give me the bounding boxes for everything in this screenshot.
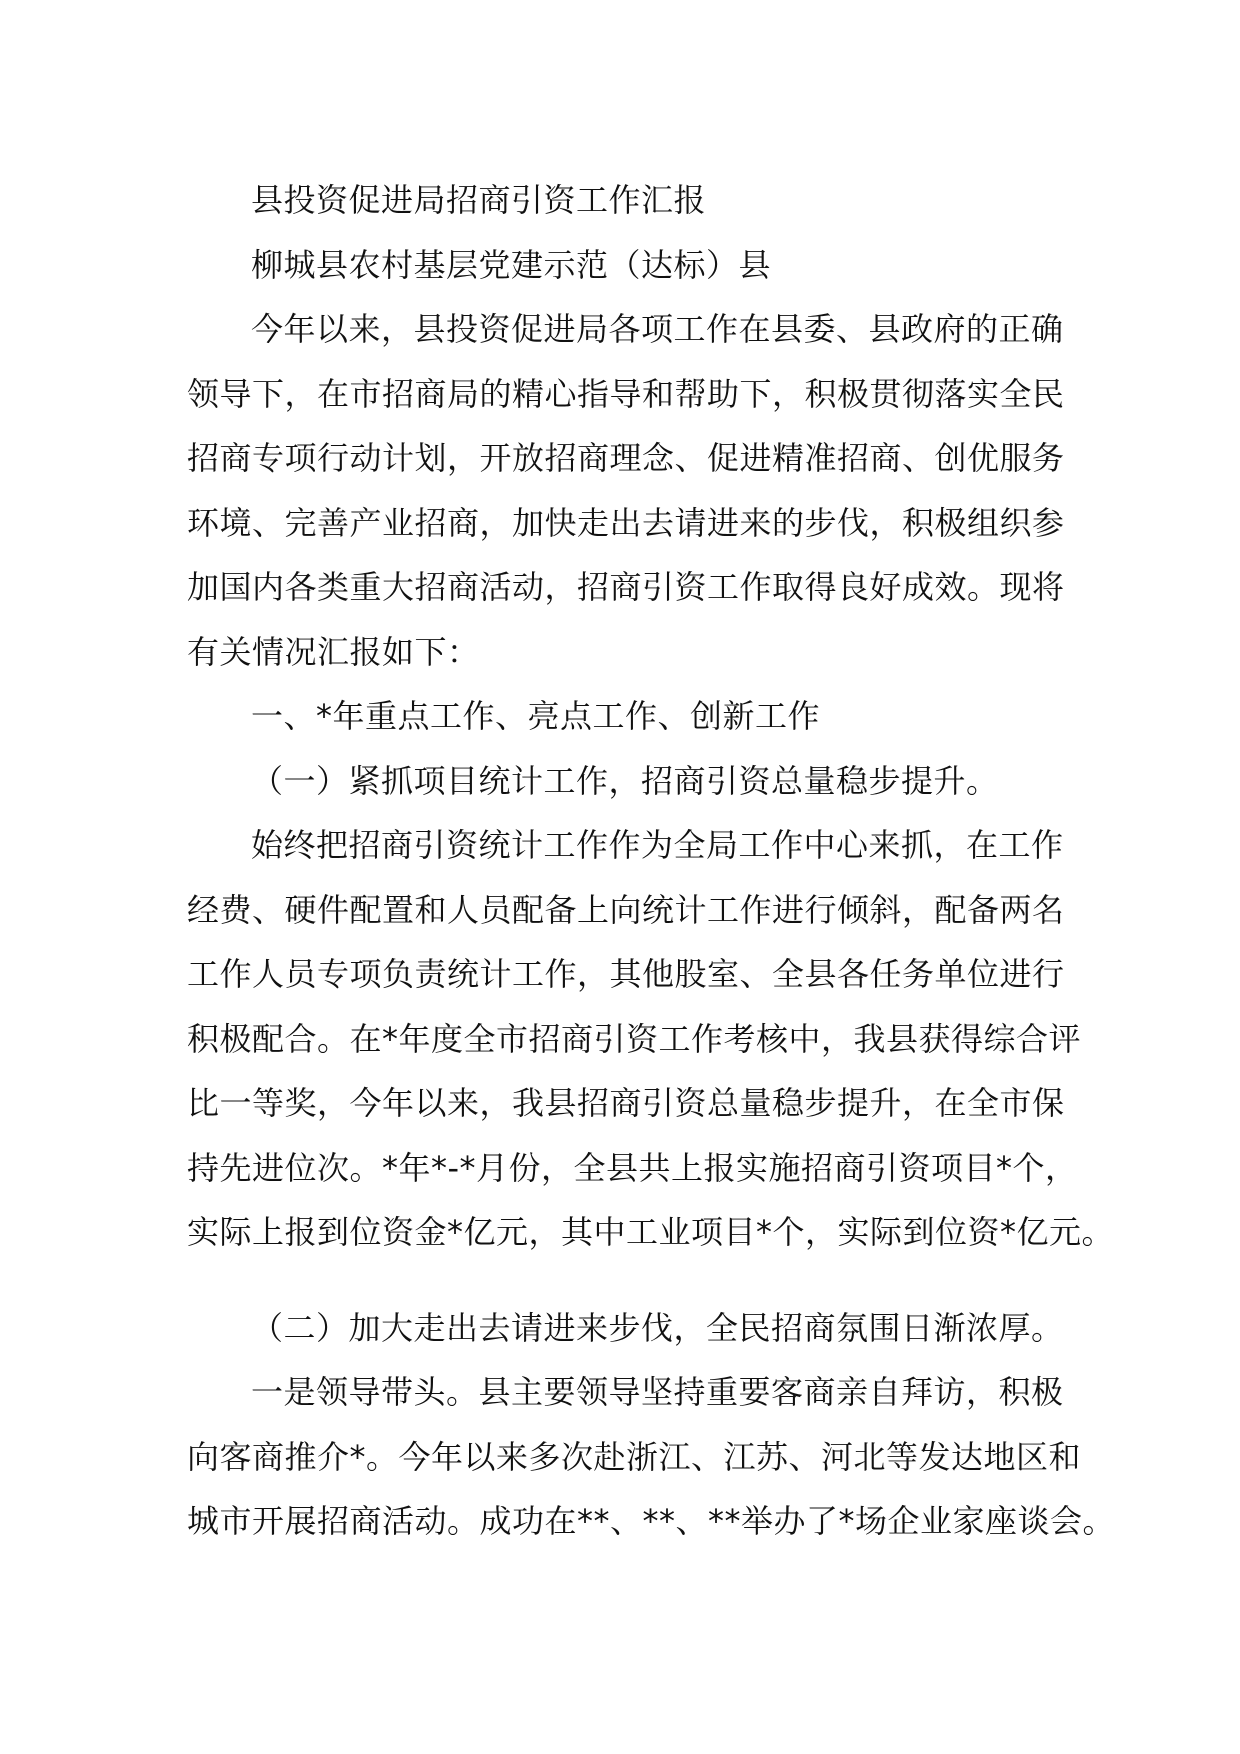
paragraph-line: 向客商推介*。今年以来多次赴浙江、江苏、河北等发达地区和	[187, 1437, 1082, 1476]
leadership-paragraph	[187, 1360, 1116, 1554]
intro-paragraph	[187, 297, 1067, 684]
statistics-paragraph	[187, 813, 1115, 1265]
paragraph-line: 一是领导带头。县主要领导坚持重要客商亲自拜访，积极	[251, 1373, 1064, 1411]
paragraph-spacer	[187, 1265, 1067, 1296]
paragraph-line: 经费、硬件配置和人员配备上向统计工作进行倾斜，配备两名	[187, 890, 1065, 929]
paragraph-line: 领导下，在市招商局的精心指导和帮助下，积极贯彻落实全民	[187, 374, 1065, 413]
paragraph-line: 今年以来，县投资促进局各项工作在县委、县政府的正确	[251, 310, 1064, 348]
subsection-heading: （二）加大走出去请进来步伐，全民招商氛围日渐浓厚。	[251, 1308, 1064, 1347]
document-body	[187, 168, 1116, 1554]
paragraph-line: 积极配合。在*年度全市招商引资工作考核中，我县获得综合评	[187, 1019, 1082, 1058]
paragraph-line: 招商专项行动计划，开放招商理念、促进精准招商、创优服务	[187, 439, 1065, 477]
paragraph-line: 比一等奖，今年以来，我县招商引资总量稳步提升，在全市保	[187, 1084, 1065, 1122]
paragraph-line: 持先进位次。*年*-*月份，全县共上报实施招商引资项目*个，	[187, 1148, 1078, 1187]
paragraph-line: 工作人员专项负责统计工作，其他股室、全县各任务单位进行	[187, 955, 1065, 993]
document-title: 县投资促进局招商引资工作汇报	[251, 181, 707, 219]
paragraph-line: 加国内各类重大招商活动，招商引资工作取得良好成效。现将	[187, 568, 1065, 606]
paragraph-line: 环境、完善产业招商，加快走出去请进来的步伐，积极组织参	[187, 503, 1065, 542]
subsection-heading: （一）紧抓项目统计工作，招商引资总量稳步提升。	[251, 761, 999, 800]
paragraph-line: 有关情况汇报如下：	[187, 632, 480, 671]
paragraph-line: 始终把招商引资统计工作作为全局工作中心来抓，在工作	[251, 826, 1064, 864]
section-heading: 一、*年重点工作、亮点工作、创新工作	[251, 697, 821, 735]
paragraph-line: 实际上报到位资金*亿元，其中工业项目*个，实际到位资*亿元。	[187, 1213, 1115, 1251]
paragraph-line: 城市开展招商活动。成功在**、**、**举办了*场企业家座谈会。	[187, 1502, 1116, 1540]
document-subtitle: 柳城县农村基层党建示范（达标）县	[251, 245, 772, 284]
